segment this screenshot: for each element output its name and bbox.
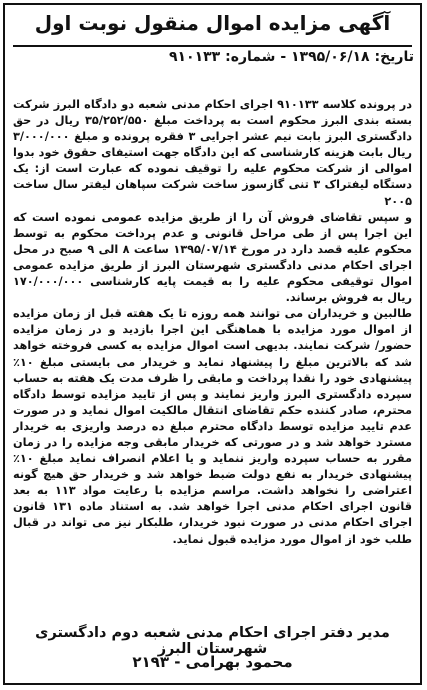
- notice-paragraph: و سپس تقاضای فروش آن را از طریق مزایده عمومی نموده است که این اجرا پس از طی مراحل قانونی و عدم پرداخت محکوم به توسط محکوم علیه قصد دارد در مورخ ۱۳۹۵/۰۷/۱۴ ساعت ۸ الی ۹ صبح در محل اجرای احکام مدنی دادگستری شهرستان البرز از طریق مزایده عمومی اموال توقیفی محکوم علیه را به قیمت پایه کارشناسی ۱۷۰/۰۰۰/۰۰۰ ریال به فروش برساند.: [13, 210, 412, 305]
- notice-paragraph: طالبین و خریداران می توانند همه روزه تا یک هفته قبل از زمان مزایده از اموال مورد مزایده با هماهنگی این اجرا بازدید و در زمان مزایده حضور/ شرکت نمایند. بدیهی است اموال مزایده به کسی فروخته خواهد شد که بالاترین مبلغ را پیشنهاد نماید و خریدار می بایستی مبلغ ۱۰٪ پیشنهادی خود را نقدا پرداخت و مابقی را ظرف مدت یک هفته به حساب سپرده دادگستری البرز واریز نمایند و پس از تایید مزایده توسط دادگاه محترم، صادر کننده حکم تقاضای انتقال مالکیت اموال نماید و در صورت عدم تایید مزایده توسط دادگاه محترم مبلغ ده درصد واریزی به خریدار مسترد خواهد شد و در صورتی که خریدار مابقی وجه مزایده را در زمان مقرر به حساب سپرده واریز ننماید و یا اعلام انصراف نماید مبلغ ۱۰٪ پیشنهادی خریدار به نفع دولت ضبط خواهد شد و خریدار حق هیچ گونه اعتراضی را نخواهد داشت. مراسم مزایده با رعایت مواد ۱۱۳ به بعد قانون اجرای احکام مدنی اجرا خواهد شد. به استناد ماده ۱۳۱ قانون اجرای احکام مدنی در صورت نبود خریدار، طلبکار نیز می تواند در قبال طلب خود از اموال مورد مزایده قبول نماید.: [13, 307, 412, 546]
- signature-name: محمود بهرامی - ۲۱۹۳: [132, 653, 293, 671]
- signature-office: مدیر دفتر اجرای احکام مدنی شعبه دوم دادگستری شهرستان البرز: [35, 625, 390, 657]
- notice-body: [13, 97, 412, 607]
- notice-frame: [3, 3, 422, 685]
- notice-title: آگهی مزایده اموال منقول نوبت اول: [34, 11, 391, 35]
- notice-date-number: تاریخ: ۱۳۹۵/۰۶/۱۸ - شماره: ۹۱۰۱۳۳: [168, 49, 414, 65]
- title-divider: [13, 45, 412, 47]
- notice-paragraph: در پرونده کلاسه ۹۱۰۱۳۳ اجرای احکام مدنی شعبه دو دادگاه البرز شرکت بسته بندی البرز محکوم است به پرداخت مبلغ ۳۵/۲۵۲/۵۵۰ ریال در حق دادگستری البرز بابت نیم عشر اجرایی ۳ فقره پرونده و مبلغ ۳/۰۰۰/۰۰۰ ریال بابت هزینه کارشناسی که این دادگاه جهت استیفای حقوق خود بدوا اموالی از شرکت محکوم علیه را توقیف نموده که عبارت است از: یک دستگاه لیفتراک ۳ تنی گازسوز ساخت شرکت سپاهان لیفتر سال ساخت ۲۰۰۵: [13, 98, 412, 208]
